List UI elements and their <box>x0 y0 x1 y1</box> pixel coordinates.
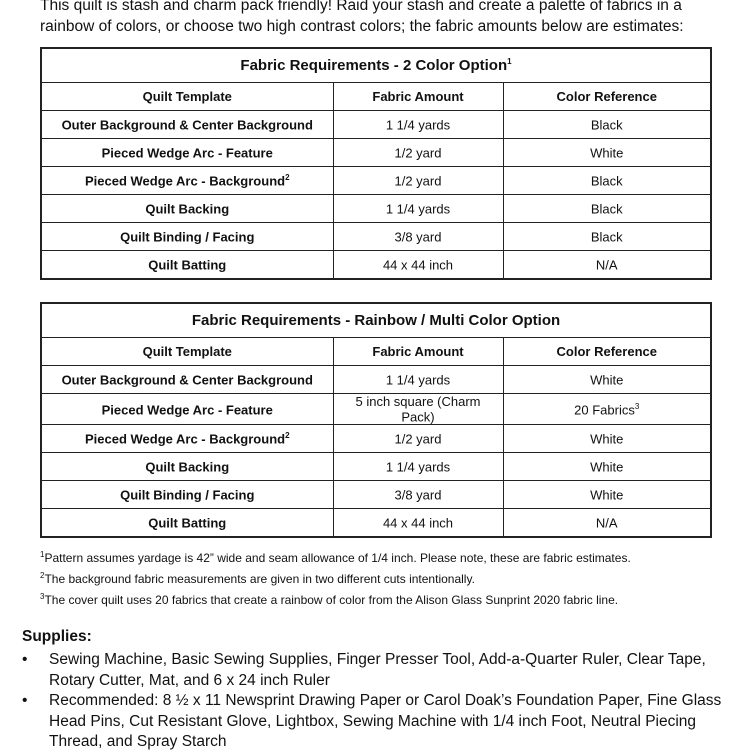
table-row <box>41 139 711 167</box>
cell-color: White <box>503 139 711 167</box>
list-item: • Recommended: 8 ½ x 11 Newsprint Drawing Paper or Carol Doak’s Foundation Paper, Fine Glass Head Pins, Cut Resistant Glove, Lightbox, Sewing Machine with 1/4 inch Foot, Neutral Piecing Thread, and Spray Starch <box>22 692 722 750</box>
cell-color: Black <box>503 223 711 251</box>
table-row <box>41 394 711 425</box>
cell-amount: 44 x 44 inch <box>333 251 503 280</box>
table-row <box>41 195 711 223</box>
table-title: Fabric Requirements - Rainbow / Multi Color Option <box>41 303 711 338</box>
cell-amount: 44 x 44 inch <box>333 509 503 538</box>
cell-amount: 1/2 yard <box>333 167 503 195</box>
table-row <box>41 111 711 139</box>
table-row <box>41 453 711 481</box>
column-header: Color Reference <box>503 83 711 111</box>
table-row <box>41 251 711 280</box>
table-row <box>41 223 711 251</box>
column-header: Fabric Amount <box>333 83 503 111</box>
table-row <box>41 167 711 195</box>
cell-color: White <box>503 425 711 453</box>
cell-template: Outer Background & Center Background <box>41 366 333 394</box>
cell-color: White <box>503 366 711 394</box>
cell-amount: 1 1/4 yards <box>333 111 503 139</box>
cell-color: N/A <box>503 509 711 538</box>
column-header: Fabric Amount <box>333 338 503 366</box>
supplies-heading: Supplies: <box>22 628 92 645</box>
cell-color: N/A <box>503 251 711 280</box>
cell-amount: 1 1/4 yards <box>333 453 503 481</box>
list-item: • Sewing Machine, Basic Sewing Supplies, Finger Presser Tool, Add-a-Quarter Ruler, Clear Tape, Rotary Cutter, Mat, and 6 x 24 inch Ruler <box>22 651 706 689</box>
cell-template: Quilt Backing <box>41 195 333 223</box>
cell-color: White <box>503 481 711 509</box>
cell-color: 20 Fabrics$^3$ <box>503 394 711 425</box>
cell-template: Pieced Wedge Arc - Feature <box>41 394 333 425</box>
table-row <box>41 509 711 538</box>
bullet-icon: • <box>22 692 28 709</box>
column-header: Quilt Template <box>41 338 333 366</box>
column-header: Quilt Template <box>41 83 333 111</box>
intro-text: This quilt is stash and charm pack friendly! Raid your stash and create a palette of fabrics in a rainbow of colors, or choose two high contrast colors; the fabric amounts below are estimates: <box>40 0 684 35</box>
cell-color: Black <box>503 195 711 223</box>
column-header: Color Reference <box>503 338 711 366</box>
cell-template: Quilt Backing <box>41 453 333 481</box>
cell-amount: 1/2 yard <box>333 139 503 167</box>
cell-template: Quilt Binding / Facing <box>41 481 333 509</box>
footnote: $^2$The background fabric measurements are given in two different cuts intentionally. <box>40 571 475 586</box>
cell-template: Quilt Binding / Facing <box>41 223 333 251</box>
footnote: $^3$The cover quilt uses 20 fabrics that create a rainbow of color from the Alison Glass Sunprint 2020 fabric line. <box>40 592 619 607</box>
cell-color: White <box>503 453 711 481</box>
cell-template: Pieced Wedge Arc - Feature <box>41 139 333 167</box>
fabric-table-2-color <box>40 47 712 280</box>
cell-amount: 1/2 yard <box>333 425 503 453</box>
footnote: $^1$Pattern assumes yardage is 42” wide and seam allowance of 1/4 inch. Please note, these are fabric estimates. <box>40 550 631 565</box>
cell-template: Quilt Batting <box>41 509 333 538</box>
cell-amount: 1 1/4 yards <box>333 195 503 223</box>
cell-template: Outer Background & Center Background <box>41 111 333 139</box>
cell-color: Black <box>503 111 711 139</box>
fabric-table-rainbow <box>40 302 712 538</box>
cell-template: Pieced Wedge Arc - Background$^2$ <box>41 167 333 195</box>
table-row <box>41 366 711 394</box>
cell-template: Quilt Batting <box>41 251 333 280</box>
table-row <box>41 425 711 453</box>
footnotes <box>40 546 740 609</box>
cell-amount: 3/8 yard <box>333 223 503 251</box>
cell-template: Pieced Wedge Arc - Background$^2$ <box>41 425 333 453</box>
table-row <box>41 481 711 509</box>
supplies-list <box>22 650 737 753</box>
cell-amount: 5 inch square (Charm Pack) <box>333 394 503 425</box>
cell-color: Black <box>503 167 711 195</box>
bullet-icon: • <box>22 651 28 668</box>
table-title: Fabric Requirements - 2 Color Option$^1$ <box>41 48 711 83</box>
cell-amount: 3/8 yard <box>333 481 503 509</box>
cell-amount: 1 1/4 yards <box>333 366 503 394</box>
